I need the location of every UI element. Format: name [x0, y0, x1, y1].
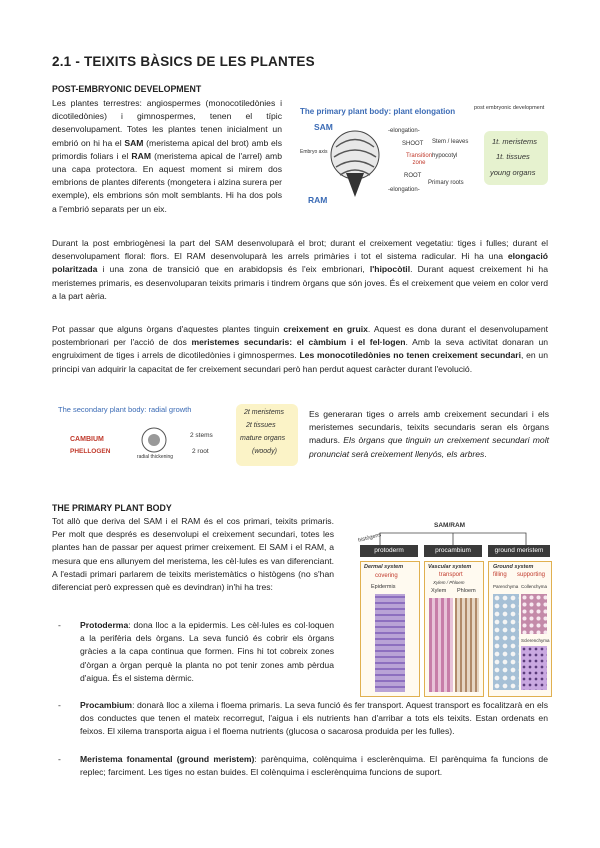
label-transition-zone: Transition zone	[405, 153, 433, 166]
panel-function: covering	[375, 573, 398, 579]
box-primary-summary	[484, 131, 548, 185]
histogen-list	[52, 619, 548, 779]
figure-caption: post embryonic development	[474, 105, 545, 111]
histogen-ground-meristem: ground meristem	[488, 545, 550, 557]
figure-secondary-plant-body	[56, 402, 300, 468]
list-item-ground-meristem	[52, 753, 548, 779]
box-line: 2t meristems	[244, 409, 285, 416]
section-heading-primary-plant-body: THE PRIMARY PLANT BODY	[52, 503, 172, 513]
label-2-root: 2 root	[192, 448, 209, 455]
label-hypocotyl: hypocotyl	[432, 153, 458, 159]
label-phellogen: PHELLOGEN	[70, 448, 111, 455]
section-heading-post-embryonic: POST-EMBRYONIC DEVELOPMENT	[52, 84, 202, 94]
paragraph-thickness-growth	[52, 323, 548, 376]
label-radial-thickening: radial thickening	[136, 454, 174, 460]
box-line: young organs	[490, 168, 536, 177]
text: i una zona de transició que en arabidopsis és l'eix embrionari,	[97, 264, 370, 275]
term-ground-meristem: Meristema fonamental (ground meristem)	[80, 753, 255, 764]
panel-function: transport	[439, 572, 463, 578]
radial-growth-drawing	[134, 426, 174, 454]
box-line: (woody)	[252, 448, 277, 455]
box-line: 1t. meristems	[492, 137, 538, 146]
panel-tissue-parenchyma: Parenchyma	[493, 584, 519, 589]
label-embryo-axis: Embryo axis	[300, 149, 328, 155]
figure-primary-plant-body	[296, 95, 552, 205]
panel-title: Dermal system	[364, 564, 404, 570]
label-sam: SAM	[314, 122, 333, 132]
panel-tissue-phloem: Phloem	[457, 588, 476, 594]
label-stem-leaves: Stem / leaves	[432, 139, 469, 145]
term-polarized-elongation: elongació polaritzada	[52, 251, 548, 275]
label-cambium: CAMBIUM	[70, 436, 104, 443]
list-item-procambium	[52, 699, 548, 739]
label-elongation-bottom: -elongation-	[388, 187, 420, 193]
panel-tissue-xylem: Xylem	[431, 588, 447, 594]
text: .	[484, 448, 487, 459]
panel-subtitle: Xylem / Phloem	[433, 580, 465, 585]
label-shoot: SHOOT	[402, 141, 424, 147]
panel-title: Ground system	[493, 564, 534, 570]
term-sam: SAM	[124, 137, 144, 148]
label-histogens: histògens	[357, 532, 382, 544]
panel-tissue-collenchyma: Collenchyma	[521, 584, 548, 589]
label-ram: RAM	[308, 195, 328, 205]
paragraph-primary-body: Tot allò que deriva del SAM i el RAM és el cos primari, teixits primaris. Per molt que després es desenvolupi el creixement secundari, totes les plantes han de passar per aquest primer creixement. El SAM i el RAM, a mesura que ens allunyem del meristema, les cèl·lules es van diferenciant. A l'estadi primari parlarem de teixits meristemàtics o histògens (no s'han diferenciat però expressen què es devindran) in'hi ha tres:	[52, 516, 334, 593]
figure-title: The secondary plant body: radial growth	[58, 405, 192, 414]
panel-function: supporting	[517, 572, 546, 578]
text: : donarà lloc a xilema i floema primaris. La seva funció és fer transport. Aquest transport es focalitzarà en els dos conductes que tenen el mateix recorregut, l'aigua i els nutrients han d'arribar a tots els teixits. Estan ordenats en feixos. El xilema transporta aigua i el floema nutrients (glucosa o sacarosa produida per les fulles).	[80, 700, 548, 737]
page-title: 2.1 - TEIXITS BÀSICS DE LES PLANTES	[52, 54, 315, 69]
box-line: 1t. tissues	[496, 152, 530, 161]
text: Pot passar que alguns òrgans d'aquestes plantes tinguin	[52, 324, 284, 334]
box-line: mature organs	[240, 435, 286, 442]
paragraph-intro	[52, 97, 282, 216]
term-monocots: Les monocotiledònies no tenen creixement secundari	[299, 350, 521, 361]
text: . Durant aquest creixement hi ha meristemes primaris, es desenvoluparan teixits primaris i tindrem òrgans que són joves. És el creixement que veiem en color verd a la part aèria.	[52, 264, 548, 301]
text: Es generaran tiges o arrels amb creixement secundari i els meristemes secundaris, teixits secundaris seran els òrgans madurs.	[309, 409, 549, 446]
text: Durant la post embriogènesi la part del SAM desenvoluparà el brot; durant el creixement vegetatiu: tiges i fulles; durant el desenvolupament floral: flors. El RAM desenvoluparà les arrels primàries i tot el sistema radicular. Hi ha una	[52, 238, 548, 262]
text: , en un principi van adquirir la capacitat de fer creixement secundari però han perdut aquest caràcter durant l'evolució.	[52, 350, 548, 374]
label-2-stems: 2 stems	[190, 432, 213, 439]
text: . Amb la seva activitat donaran un engruiximent de tiges i arrels de dicotiledònies i gimnospermes.	[52, 337, 549, 361]
figure-title: The primary plant body: plant elongation	[300, 107, 456, 116]
histogen-protoderm: protoderm	[360, 545, 418, 557]
histogen-procambium: procambium	[424, 545, 482, 557]
bullet-dash: -	[58, 700, 61, 711]
paragraph-post-embryogenesis	[52, 237, 548, 303]
panel-function: filling	[493, 572, 507, 578]
term-thickness-growth: creixement en gruix	[283, 324, 368, 334]
panel-tissue-sclerenchyma: Sclerenchyma	[521, 638, 550, 643]
term-ram: RAM	[131, 150, 151, 161]
text: : parènquima, colènquima i esclerènquima. El parènquima fa funcions de replec; farciment. Les tiges no estan buides. El colènquima i esclerènquima funcions de suport.	[80, 753, 548, 777]
text: : dona lloc a la epidermis. Les cèl·lules es col·loquen a la perifèria dels òrgans. La seva funció és cobrir els òrgans gràcies a la capa continua que formen. Fins hi tot cobreix zones d'òrgan a òrgan perquè la planta no pot tenir zones amb pèrdua d'aigua. És el sistema dèrmic.	[80, 620, 334, 683]
panel-tissue: Epidermis	[371, 584, 396, 590]
term-procambium: Procambium	[80, 700, 133, 711]
bullet-dash: -	[58, 620, 61, 630]
embryo-drawing	[324, 127, 386, 199]
text: (meristema apical de l'arrel) amb una capa protectora. En aquest moment si mirem dos embrions de plantes diferents (mongetera i alzina surera per exemple), els embrions són molt semblants. Hi ha dos pols a l'embrió separats per un eix.	[52, 150, 282, 214]
box-secondary-summary	[236, 404, 298, 466]
label-primary-roots: Primary roots	[428, 180, 464, 186]
text: (meristema apical del brot) amb els primordis foliars i el	[52, 137, 283, 161]
text-woody-growth: Els òrgans que tinguin un creixement secundari molt pronunciat serà creixement llenyós, els arbres	[309, 435, 549, 459]
panel-title: Vascular system	[428, 564, 472, 570]
box-line: 2t tissues	[246, 422, 276, 429]
label-root: ROOT	[404, 173, 422, 179]
term-protoderma: Protoderma	[80, 620, 129, 630]
label-sam-ram: SAM/RAM	[434, 522, 466, 529]
text: . Aquest es dona durant el desenvolupament postembrionari per l'acció de dos	[52, 324, 548, 348]
list-item-protoderma	[52, 619, 334, 685]
text: Les plantes terrestres: angiospermes (monocotiledònies i dicotiledònies) i gimnospermes, tenen el típic desenvolupament. Totes les plantes tenen inicialment un embrió on hi ha el	[52, 98, 282, 148]
label-elongation-top: -elongation-	[388, 128, 420, 134]
term-hypocotyl: l'hipocòtil	[369, 264, 411, 275]
term-secondary-meristems: meristemes secundaris: el càmbium i el fel·logen	[191, 337, 406, 348]
paragraph-secondary-organs	[309, 408, 549, 461]
bullet-dash: -	[58, 753, 61, 764]
